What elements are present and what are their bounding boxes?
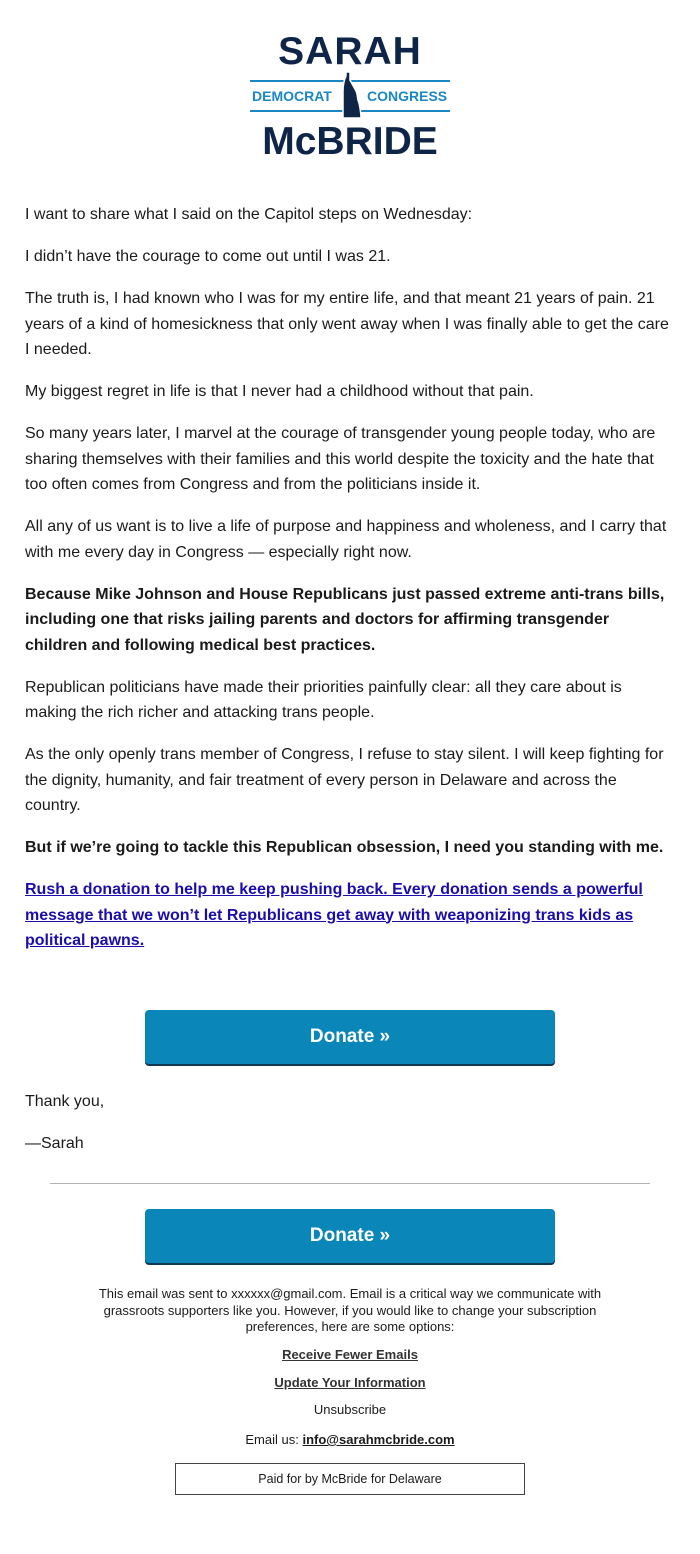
body-paragraph: As the only openly trans member of Congress, I refuse to stay silent. I will keep fighting for the dignity, humanity, and fair treatment of every person in Delaware and across the country. (25, 746, 664, 814)
fewer-emails-row (0, 1347, 700, 1363)
body-paragraph: I want to share what I said on the Capitol steps on Wednesday: (25, 206, 473, 223)
body-paragraph: I didn’t have the courage to come out until I was 21. (25, 248, 391, 265)
logo-first-name: SARAH (278, 30, 422, 73)
logo-congress-word: CONGRESS (367, 88, 448, 104)
paid-for-disclaimer: Paid for by McBride for Delaware (175, 1463, 525, 1495)
email-body (25, 202, 675, 970)
subscription-notice: This email was sent to xxxxxx@gmail.com. Email is a critical way we communicate with grassroots supporters like you. However, if you would like to change your subscription preferences, here are some options: (98, 1286, 602, 1334)
body-paragraph-bold: But if we’re going to tackle this Republican obsession, I need you standing with me. (25, 839, 664, 856)
donate-button-primary[interactable]: Donate » (145, 1010, 555, 1064)
body-paragraph: So many years later, I marvel at the courage of transgender young people today, who are sharing themselves with their families and this world despite the toxicity and the hate that too often comes from Congress and from the politicians inside it. (25, 425, 656, 493)
logo-democrat-word: DEMOCRAT (252, 88, 332, 104)
body-paragraph: My biggest regret in life is that I never had a childhood without that pain. (25, 383, 534, 400)
unsubscribe-link[interactable]: Unsubscribe (313, 1402, 387, 1417)
donation-cta-link[interactable]: Rush a donation to help me keep pushing back. Every donation sends a powerful message that we won’t let Republicans get away with weaponizing trans kids as political pawns. (25, 881, 643, 949)
body-paragraph: Republican politicians have made their priorities painfully clear: all they care about is making the rich richer and attacking trans people. (25, 678, 622, 721)
body-paragraph-bold: Because Mike Johnson and House Republicans just passed extreme anti-trans bills, including one that risks jailing parents and doctors for affirming transgender children and following medical best practices. (25, 585, 665, 654)
footer-divider (50, 1183, 650, 1184)
logo-band (250, 80, 450, 112)
signoff-thanks: Thank you, (25, 1093, 105, 1110)
delaware-state-icon (337, 72, 363, 120)
campaign-logo (245, 30, 455, 166)
logo-last-name: McBRIDE (262, 120, 438, 163)
email-us-row (0, 1432, 700, 1448)
update-information-link[interactable]: Update Your Information (274, 1375, 426, 1390)
donate-button-secondary[interactable]: Donate » (145, 1209, 555, 1263)
contact-email-link[interactable]: info@sarahmcbride.com (302, 1432, 455, 1447)
email-us-label: Email us: (245, 1432, 299, 1447)
body-paragraph: All any of us want is to live a life of purpose and happiness and wholeness, and I carry that with me every day in Congress — especially right now. (25, 518, 667, 561)
receive-fewer-emails-link[interactable]: Receive Fewer Emails (282, 1347, 418, 1362)
update-info-row (0, 1375, 700, 1391)
body-paragraph: The truth is, I had known who I was for my entire life, and that meant 21 years of pain. 21 years of a kind of homesickness that only went away when I was finally able to get the care I needed. (25, 290, 669, 358)
signoff-name: —Sarah (25, 1135, 84, 1152)
